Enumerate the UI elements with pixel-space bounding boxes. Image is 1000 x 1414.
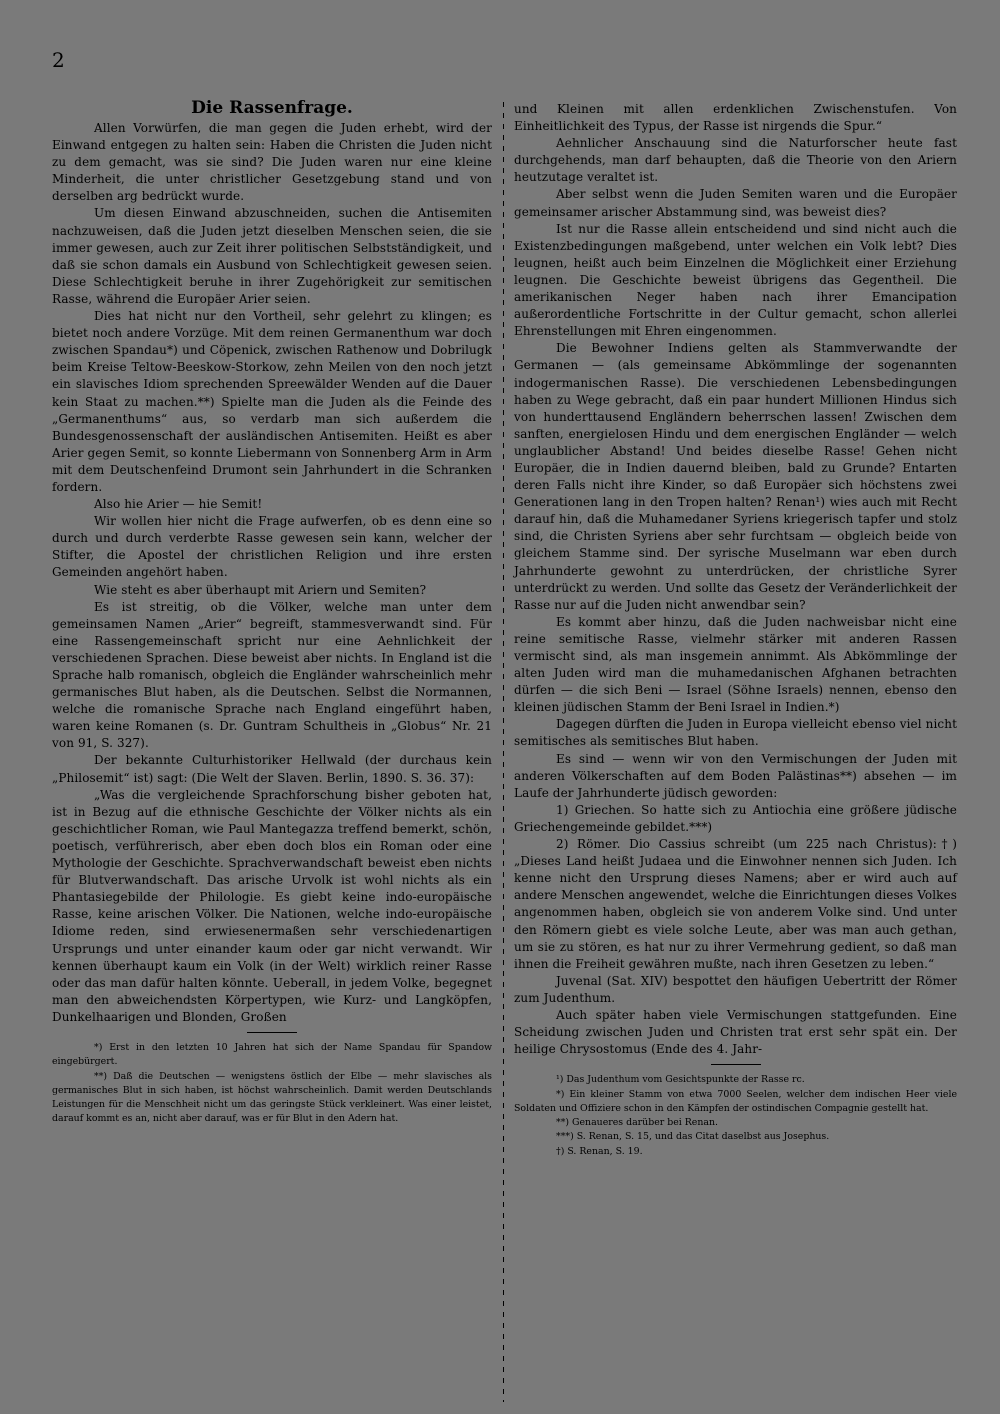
footnote: ***) S. Renan, S. 15, und das Citat daselbst aus Josephus.: [556, 1131, 830, 1143]
footnote: **) Daß die Deutschen — wenigstens östlich der Elbe — mehr slavisches als germanisches Blut in sich haben, ist höchst wahrscheinlich. Damit werden Deutschlands Leistungen für die Menschheit nicht um das geringste Stück verkleinert. Was einer leistet, darauf kommt es an, nicht aber darauf, was er für Blut in den Adern hat.: [52, 1070, 492, 1125]
paragraph: Aehnlicher Anschauung sind die Naturforscher heute fast durchgehends, man darf behaupten, daß die Theorie von den Ariern heutzutage veraltet ist.: [514, 136, 957, 185]
footnote-separator: [711, 1064, 761, 1065]
footnote: †) S. Renan, S. 19.: [556, 1145, 643, 1157]
paragraph: Wir wollen hier nicht die Frage aufwerfen, ob es denn eine so durch und durch verderbte Rasse gewesen sein kann, welcher der Stifter, die Apostel der christlichen Religion und ihre ersten Gemeinden angehört haben.: [52, 514, 492, 580]
footnote: *) Erst in den letzten 10 Jahren hat sich der Name Spandau für Spandow eingebürgert.: [52, 1041, 492, 1068]
paragraph: Also hie Arier — hie Semit!: [94, 497, 263, 512]
paragraph: Dagegen dürften die Juden in Europa vielleicht ebenso viel nicht semitisches als semitisches Blut haben.: [514, 717, 957, 749]
left-footnotes: [52, 1041, 492, 1127]
footnote: **) Genaueres darüber bei Renan.: [556, 1117, 718, 1129]
paragraph: Die Bewohner Indiens gelten als Stammverwandte der Germanen — (als gemeinsame Abkömmlinge der sogenannten indogermanischen Rasse). Die verschiedenen Lebensbedingungen haben zu Wege gebracht, daß ein paar hundert Millionen Hindus sich von hunderttausend Engländern beherrschen lassen! Zwischen dem sanften, energielosen Hindu und dem energischen Engländer — welch unglaublicher Abstand! Und beides dieselbe Rasse! Gehen nicht Europäer, die in Indien dauernd bleiben, bald zu Grunde? Entarten deren Falls nicht ihre Kinder, so daß Europäer sich höchstens zwei Generationen lang in den Tropen halten? Renan¹) wies auch mit Recht darauf hin, daß die Muhamedaner Syriens kriegerisch tapfer und stolz sind, die Christen Syriens aber sehr furchtsam — obgleich beide von gleichem Stamme sind. Der syrische Muselmann war eben durch Jahrhunderte gewohnt zu unterdrücken, der christliche Syrer unterdrückt zu werden. Und sollte das Gesetz der Veränderlichkeit der Rasse nur auf die Juden nicht anwendbar sein?: [514, 341, 957, 612]
paragraph: Dies hat nicht nur den Vortheil, sehr gelehrt zu klingen; es bietet noch andere Vorzüge. Mit dem reinen Germanenthum war doch zwischen Spandau*) und Cöpenick, zwischen Rathenow und Dobrilugk beim Kreise Teltow-Beeskow-Storkow, zehn Meilen von den noch jetzt ein slavisches Idiom sprechenden Spreewälder Wenden auf die Dauer kein Staat zu machen.**) Spielte man die Juden als die Feinde des „Germanenthums“ aus, so verdarb man sich außerdem die Bundesgenossenschaft der ausländischen Antisemiten. Heißt es aber Arier gegen Semit, so konnte Liebermann von Sonnenberg Arm in Arm mit dem Deutschenfeind Drumont sein Jahrhundert in die Schranken fordern.: [52, 309, 492, 494]
paragraph: 1) Griechen. So hatte sich zu Antiochia eine größere jüdische Griechengemeinde gebildet.***): [514, 802, 957, 834]
left-column: [52, 98, 492, 1127]
footnote: ¹) Das Judenthum vom Gesichtspunkte der Rasse rc.: [556, 1074, 805, 1086]
footnote: *) Ein kleiner Stamm von etwa 7000 Seelen, welcher dem indischen Heer viele Soldaten und Offiziere schon in den Kämpfen der ostindischen Compagnie gestellt hat.: [514, 1088, 957, 1114]
paragraph: Juvenal (Sat. XIV) bespottet den häufigen Uebertritt der Römer zum Judenthum.: [514, 973, 957, 1005]
page-number: 2: [52, 48, 65, 72]
paragraph: 2) Römer. Dio Cassius schreibt (um 225 nach Christus):†) „Dieses Land heißt Judaea und die Einwohner nennen sich Juden. Ich kenne nicht den Ursprung dieses Namens; aber er wird auch auf andere Menschen angewendet, welche die Einrichtungen dieses Volkes angenommen haben, obgleich sie von anderem Volke sind. Und unter den Römern giebt es viele solche Leute, aber was man auch gethan, um sie zu stören, es hat nur zu ihrer Vermehrung gedient, so daß man ihnen die Freiheit gewähren mußte, nach ihren Gesetzen zu leben.“: [514, 837, 957, 971]
paragraph: Wie steht es aber überhaupt mit Ariern und Semiten?: [94, 582, 427, 597]
right-column-body: [514, 101, 957, 1058]
right-column: [514, 101, 957, 1159]
paragraph: Aber selbst wenn die Juden Semiten waren und die Europäer gemeinsamer arischer Abstammung sind, was beweist dies?: [514, 187, 957, 219]
paragraph: Es kommt aber hinzu, daß die Juden nachweisbar nicht eine reine semitische Rasse, vielmehr stärker mit anderen Rassen vermischt sind, als man insgemein annimmt. Als Abkömmlinge der alten Juden wird man die muhamedanischen Afghanen betrachten dürfen — die sich Beni — Israel (Söhne Israels) nennen, ebenso den kleinen jüdischen Stamm der Beni Israel in Indien.*): [514, 614, 957, 715]
paragraph: Auch später haben viele Vermischungen stattgefunden. Eine Scheidung zwischen Juden und Christen trat erst sehr spät ein. Der heilige Chrysostomus (Ende des 4. Jahr-: [514, 1007, 957, 1057]
column-divider: [503, 102, 504, 1402]
paragraph: Es sind — wenn wir von den Vermischungen der Juden mit anderen Völkerschaften auf dem Boden Palästinas**) absehen — im Laufe der Jahrhunderte jüdisch geworden:: [514, 751, 957, 800]
paragraph: Der bekannte Culturhistoriker Hellwald (der durchaus kein „Philosemit“ ist) sagt: (Die Welt der Slaven. Berlin, 1890. S. 36. 37):: [52, 753, 492, 785]
paragraph: Es ist streitig, ob die Völker, welche man unter dem gemeinsamen Namen „Arier“ begreift, stammesverwandt sind. Für eine Rassengemeinschaft spricht nur eine Aehnlichkeit der verschiedenen Sprachen. Diese beweist aber nichts. In England ist die Sprache halb romanisch, obgleich die Engländer wahrscheinlich mehr germanisches Blut haben, als die Deutschen. Selbst die Normannen, welche die romanische Sprache nach England eingeführt haben, waren keine Romanen (s. Dr. Guntram Schultheis in „Globus“ Nr. 21 von 91, S. 327).: [52, 599, 492, 751]
paragraph: Um diesen Einwand abzuschneiden, suchen die Antisemiten nachzuweisen, daß die Juden jetzt dieselben Menschen seien, die sie immer gewesen, auch zur Zeit ihrer politischen Selbstständigkeit, und daß sie schon damals ein Ausbund von Schlechtigkeit gewesen seien. Diese Schlechtigkeit beruhe in ihrer Zugehörigkeit zur semitischen Rasse, während die Europäer Arier seien.: [52, 206, 492, 306]
footnote-separator: [247, 1032, 297, 1033]
paragraph: Allen Vorwürfen, die man gegen die Juden erhebt, wird der Einwand entgegen zu halten sein: Haben die Christen die Juden nicht zu dem gemacht, was sie sind? Die Juden waren nur eine kleine Minderheit, die unter christlicher Gesetzgebung stand und von derselben arg bedrückt wurde.: [52, 121, 492, 204]
left-column-body: [52, 120, 492, 1026]
paragraph: „Was die vergleichende Sprachforschung bisher geboten hat, ist in Bezug auf die ethnische Geschichte der Völker nichts als ein geschichtlicher Roman, wie Paul Mantegazza treffend bemerkt, schön, poetisch, verführerisch, aber eben doch blos ein Roman oder eine Mythologie der Geschichte. Sprachverwandschaft beweist eben nichts für Blutverwandschaft. Das arische Urvolk ist wohl nichts als ein Phantasiegebilde der Philologie. Es giebt keine indo-europäische Rasse, keine arischen Völker. Die Nationen, welche indo-europäische Idiome reden, sind erwiesenermaßen sehr verschiedenartigen Ursprungs und unter einander kaum oder gar nicht verwandt. Wir kennen überhaupt kaum ein Volk (in der Welt) wirklich reiner Rasse oder das man dafür halten könnte. Ueberall, in jedem Volke, begegnet man den abweichendsten Körpertypen, wie Kurz- und Langköpfen, Dunkelhaarigen und Blonden, Großen: [52, 787, 492, 1024]
right-footnotes: [514, 1073, 957, 1159]
paragraph: und Kleinen mit allen erdenklichen Zwischenstufen. Von Einheitlichkeit des Typus, der Rasse ist nirgends die Spur.“: [514, 102, 957, 134]
paragraph: Ist nur die Rasse allein entscheidend und sind nicht auch die Existenzbedingungen maßgebend, unter welchen ein Volk lebt? Dies leugnen, heißt auch beim Einzelnen die Möglichkeit einer Erziehung leugnen. Die Geschichte beweist übrigens das Gegentheil. Die amerikanischen Neger haben nach ihrer Emancipation außerordentliche Fortschritte in der Cultur gemacht, schon allerlei Ehrenstellungen mit Ehren eingenommen.: [514, 221, 957, 339]
article-title: Die Rassenfrage.: [191, 98, 353, 118]
